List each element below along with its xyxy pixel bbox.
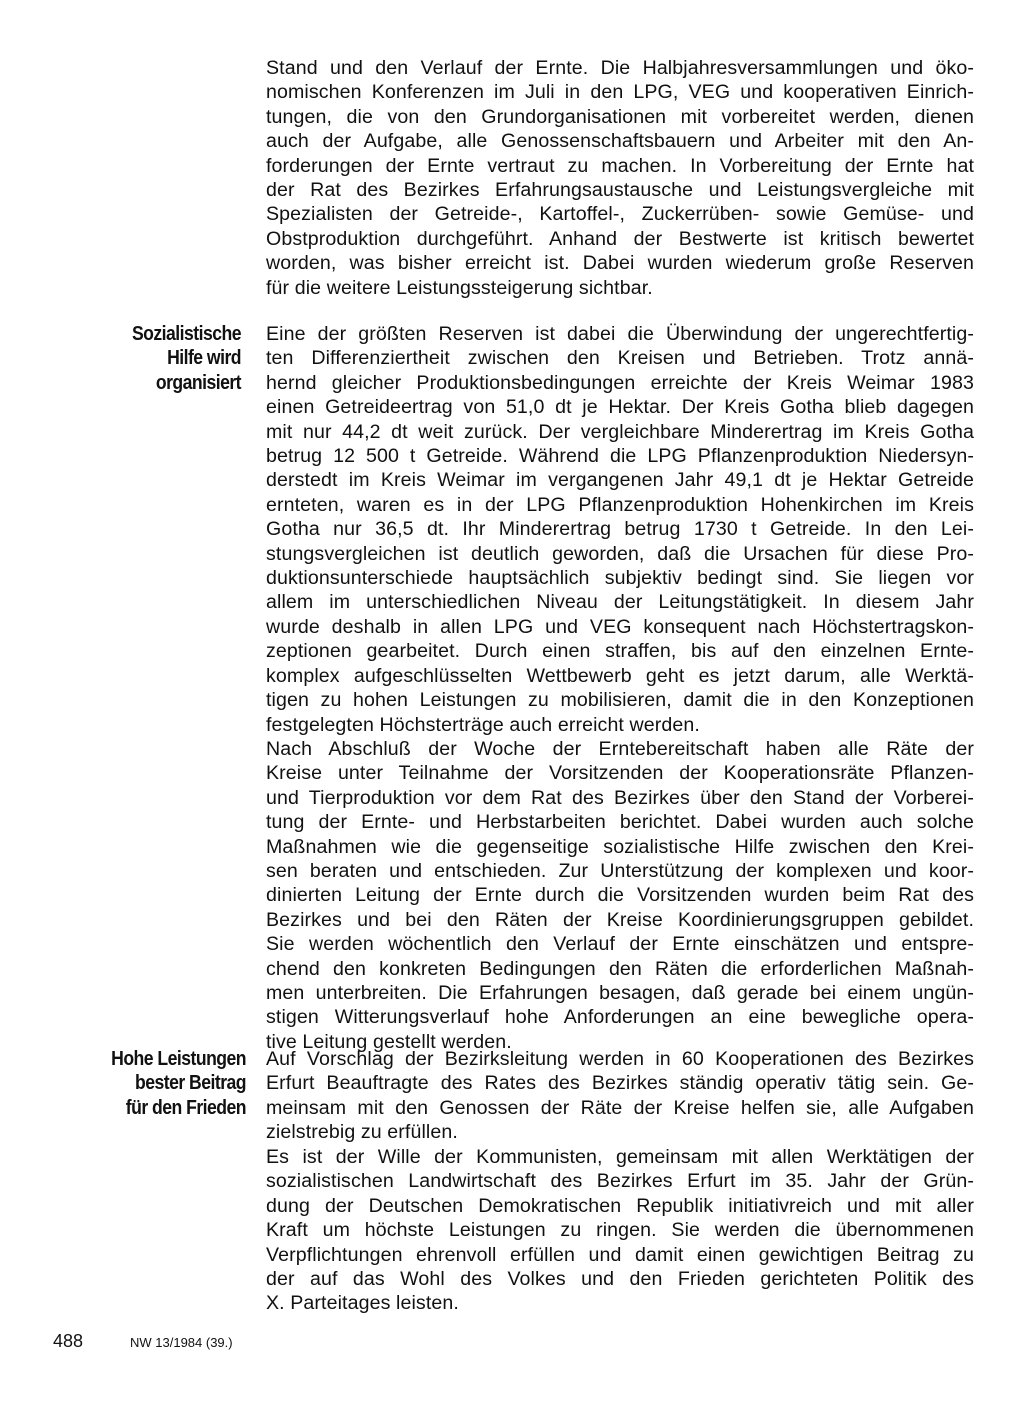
issue-reference: NW 13/1984 (39.) [130,1335,233,1350]
side-heading-1 [65,322,241,395]
text-line: einen Getreideertrag von 51,0 dt je Hektar. Der Kreis Gotha blieb dagegen [266,396,974,419]
text-line: men unterbreiten. Die Erfahrungen besagen, daß gerade bei einem ungün- [266,982,974,1005]
text-line: Obstproduktion durchgeführt. Anhand der Bestwerte ist kritisch bewertet [266,227,974,250]
paragraph-1 [266,56,974,300]
text-line: Stand und den Verlauf der Ernte. Die Halbjahresversammlungen und öko- [266,57,974,79]
text-line: zielstrebig zu erfüllen. [266,1121,458,1144]
text-line: forderungen der Ernte vertraut zu machen. In Vorbereitung der Ernte hat [266,154,974,177]
heading-line: Hilfe wird [167,347,241,370]
text-line: chend den konkreten Bedingungen den Räten die erforderlichen Maßnah- [266,957,974,980]
text-line: allem im unterschiedlichen Niveau der Leitungstätigkeit. In diesem Jahr [266,591,974,614]
text-line: Kreise unter Teilnahme der Vorsitzenden der Kooperationsräte Pflanzen- [266,762,974,785]
text-line: tungen, die von den Grundorganisationen mit vorbereitet werden, dienen [266,105,974,128]
heading-line: Hohe Leistungen [111,1048,246,1070]
text-line: Eine der größten Reserven ist dabei die Überwindung der ungerechtfertig- [266,323,974,345]
text-line: zeptionen gearbeitet. Durch einen straffen, bis auf den einzelnen Ernte- [266,640,974,663]
text-line: sozialistischen Landwirtschaft des Bezirkes Erfurt im 35. Jahr der Grün- [266,1170,974,1193]
heading-line: für den Frieden [125,1096,246,1119]
text-line: dung der Deutschen Demokratischen Republik initiativreich und mit aller [266,1194,974,1217]
text-line: stungsvergleichen ist deutlich geworden, daß die Ursachen für diese Pro- [266,542,974,565]
text-line: tigen zu hohen Leistungen zu mobilisieren, damit die in den Konzeptionen [266,689,974,712]
heading-line: bester Beitrag [135,1072,246,1095]
text-line: für die weitere Leistungssteigerung sichtbar. [266,276,653,299]
text-line: und Tierproduktion vor dem Rat des Bezirkes über den Stand der Vorberei- [266,786,974,809]
text-line: der auf das Wohl des Volkes und den Frieden gerichteten Politik des [266,1268,974,1291]
paragraph-4 [266,1047,974,1145]
text-line: Erfurt Beauftragte des Rates des Bezirkes ständig operativ tätig sein. Ge- [266,1072,974,1095]
text-line: der Rat des Bezirkes Erfahrungsaustausche und Leistungsvergleiche mit [266,179,974,202]
text-line: Auf Vorschlag der Bezirksleitung werden in 60 Kooperationen des Bezirkes [266,1048,974,1070]
text-line: Spezialisten der Getreide-, Kartoffel-, Zuckerrüben- sowie Gemüse- und [266,203,974,226]
text-line: Es ist der Wille der Kommunisten, gemeinsam mit allen Werktätigen der [266,1146,974,1168]
text-line: derstedt im Kreis Weimar im vergangenen Jahr 49,1 dt je Hektar Getreide [266,469,974,492]
text-line: stigen Witterungsverlauf hohe Anforderungen an eine bewegliche opera- [266,1006,974,1029]
text-line: nomischen Konferenzen im Juli in den LPG, VEG und kooperativen Einrich- [266,81,974,104]
text-line: betrug 12 500 t Getreide. Während die LPG Pflanzenproduktion Niedersyn- [266,445,974,468]
text-line: duktionsunterschiede hauptsächlich subjektiv bedingt sind. Sie liegen vor [266,567,974,590]
text-line: ten Differenziertheit zwischen den Kreisen und Betrieben. Trotz annä- [266,347,974,370]
text-line: sen beraten und entschieden. Zur Unterstützung der komplexen und koor- [266,860,974,883]
text-line: Kraft um höchste Leistungen zu ringen. Sie werden die übernommenen [266,1219,974,1242]
text-line: Gotha nur 36,5 dt. Ihr Minderertrag betrug 1730 t Getreide. In den Lei- [266,518,974,541]
text-line: tive Leitung gestellt werden. [266,1030,512,1053]
side-heading-2 [70,1047,246,1120]
heading-line: organisiert [155,371,241,394]
heading-line: Sozialistische [131,323,241,345]
text-line: tung der Ernte- und Herbstarbeiten berichtet. Dabei wurden auch solche [266,811,974,834]
text-line: Verpflichtungen ehrenvoll erfüllen und damit einen gewichtigen Beitrag zu [266,1243,974,1266]
paragraph-3 [266,737,974,1054]
text-line: ernteten, waren es in der LPG Pflanzenproduktion Hohenkirchen im Kreis [266,493,974,516]
page-number: 488 [53,1331,84,1351]
paragraph-2 [266,322,974,737]
text-line: auch der Aufgabe, alle Genossenschaftsbauern und Arbeiter mit den An- [266,130,974,153]
text-line: mit nur 44,2 dt weit zurück. Der vergleichbare Minderertrag im Kreis Gotha [266,420,974,443]
text-line: worden, was bisher erreicht ist. Dabei wurden wiederum große Reserven [266,252,974,275]
text-line: X. Parteitages leisten. [266,1292,459,1315]
paragraph-5 [266,1145,974,1316]
text-line: meinsam mit den Genossen der Räte der Kreise helfen sie, alle Aufgaben [266,1096,974,1119]
text-line: dinierten Leitung der Ernte durch die Vorsitzenden wurden beim Rat des [266,884,974,907]
text-line: festgelegten Höchsterträge auch erreicht werden. [266,713,700,736]
text-line: Bezirkes und bei den Räten der Kreise Koordinierungsgruppen gebildet. [266,908,974,931]
text-line: komplex aufgeschlüsselten Wettbewerb geht es jetzt darum, alle Werktä- [266,664,974,687]
text-line: wurde deshalb in allen LPG und VEG konsequent nach Höchstertragskon- [266,615,974,638]
text-line: Nach Abschluß der Woche der Erntebereitschaft haben alle Räte der [266,738,974,760]
text-line: Sie werden wöchentlich den Verlauf der Ernte einschätzen und entspre- [266,933,974,956]
text-line: Maßnahmen wie die gegenseitige sozialistische Hilfe zwischen den Krei- [266,835,974,858]
text-line: hernd gleicher Produktionsbedingungen erreichte der Kreis Weimar 1983 [266,371,974,394]
